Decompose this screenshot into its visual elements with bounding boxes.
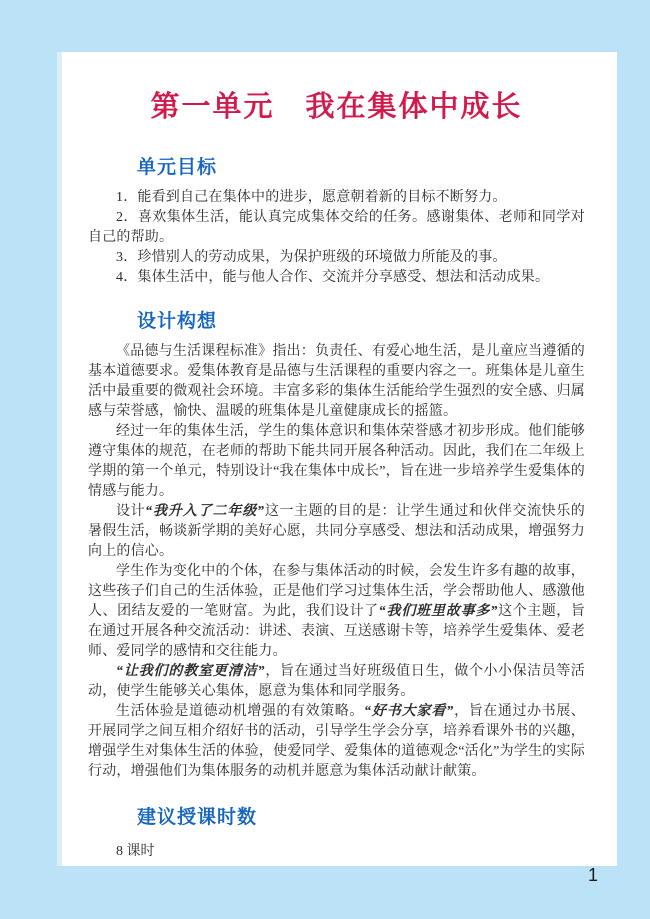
- design-paragraph: [88, 702, 585, 782]
- design-paragraph: [88, 562, 585, 662]
- paragraph-text: 学生作为变化中的个体，在参与集体活动的时候，会发生许多有趣的故事，这些孩子们自己的生活体验，正是他们学习过集体生活，学会帮助他人、感激他人、团结友爱的一笔财富。为此，我们设计了: [88, 564, 585, 619]
- paragraph-text: 这一主题的目的是：让学生通过和伙伴交流快乐的暑假生活，畅谈新学期的美好心愿，共同分享感受、想法和活动成果，增强努力向上的信心。: [88, 504, 585, 559]
- paragraph-text: 设计: [116, 504, 146, 519]
- paragraph-text: ，旨在通过办书展、开展同学之间互相介绍好书的活动，引导学生学会分享，培养看课外书的兴趣，增强学生对集体生活的体验，使爱同学、爱集体的道德观念“活化”为学生的实际行动，增强他们为集体服务的动机并愿意为集体活动献计献策。: [88, 704, 586, 779]
- paragraph-text: 《品德与生活课程标准》指出：负责任、有爱心地生活，是儿童应当遵循的基本道德要求。爱集体教育是品德与生活课程的重要内容之一。班集体是儿童生活中最重要的微观社会环境。丰富多彩的集体生活能给学生强烈的安全感、归属感与荣誉感，愉快、温暖的班集体是儿童健康成长的摇篮。: [88, 344, 585, 419]
- paragraph-text: 经过一年的集体生活，学生的集体意识和集体荣誉感才初步形成。他们能够遵守集体的规范，在老师的帮助下能共同开展各种活动。因此，我们在二年级上学期的第一个单元，特别设计“我在集体中成长”，旨在进一步培养学生爱集体的情感与能力。: [88, 424, 585, 499]
- goal-item: 2．喜欢集体生活，能认真完成集体交给的任务。感谢集体、老师和同学对自己的帮助。: [88, 210, 585, 245]
- design-paragraph: [88, 422, 585, 502]
- emphasized-theme-title: “我们班里故事多”: [378, 604, 498, 619]
- unit-goals-list: [88, 188, 585, 288]
- paragraph-text: 生活体验是道德动机增强的有效策略。: [116, 704, 364, 719]
- section-heading-class-hours: 建议授课时数: [137, 807, 258, 828]
- design-paragraph: [88, 342, 585, 422]
- paragraph-text: ，旨在通过当好班级值日生，做个小小保洁员等活动，使学生能够关心集体，愿意为集体和同学服务。: [88, 664, 585, 699]
- goal-item: 4．集体生活中，能与他人合作、交流并分享感受、想法和活动成果。: [116, 270, 550, 285]
- design-paragraph: [88, 662, 585, 702]
- goal-item: 3．珍惜别人的劳动成果，为保护班级的环境做力所能及的事。: [116, 250, 507, 265]
- paragraph-text: 这个主题，旨在通过开展各种交流活动：讲述、表演、互送感谢卡等，培养学生爱集体、爱老师、爱同学的感情和交往能力。: [88, 604, 586, 659]
- textbook-page: [62, 52, 617, 866]
- page-number: 1: [588, 865, 599, 885]
- section-heading-unit-goals: 单元目标: [137, 157, 218, 178]
- goal-item: 1．能看到自己在集体中的进步，愿意朝着新的目标不断努力。: [116, 190, 507, 205]
- design-paragraph: [88, 502, 585, 562]
- section-heading-design-concept: 设计构想: [137, 311, 218, 332]
- unit-title: 第一单元 我在集体中成长: [150, 91, 523, 123]
- class-hours-value: 8 课时: [116, 844, 155, 859]
- emphasized-theme-title: “好书大家看”: [363, 704, 454, 719]
- design-concept-body: [88, 342, 585, 782]
- emphasized-theme-title: “让我们的教室更清洁”: [116, 664, 265, 679]
- emphasized-theme-title: “我升入了二年级”: [145, 504, 265, 519]
